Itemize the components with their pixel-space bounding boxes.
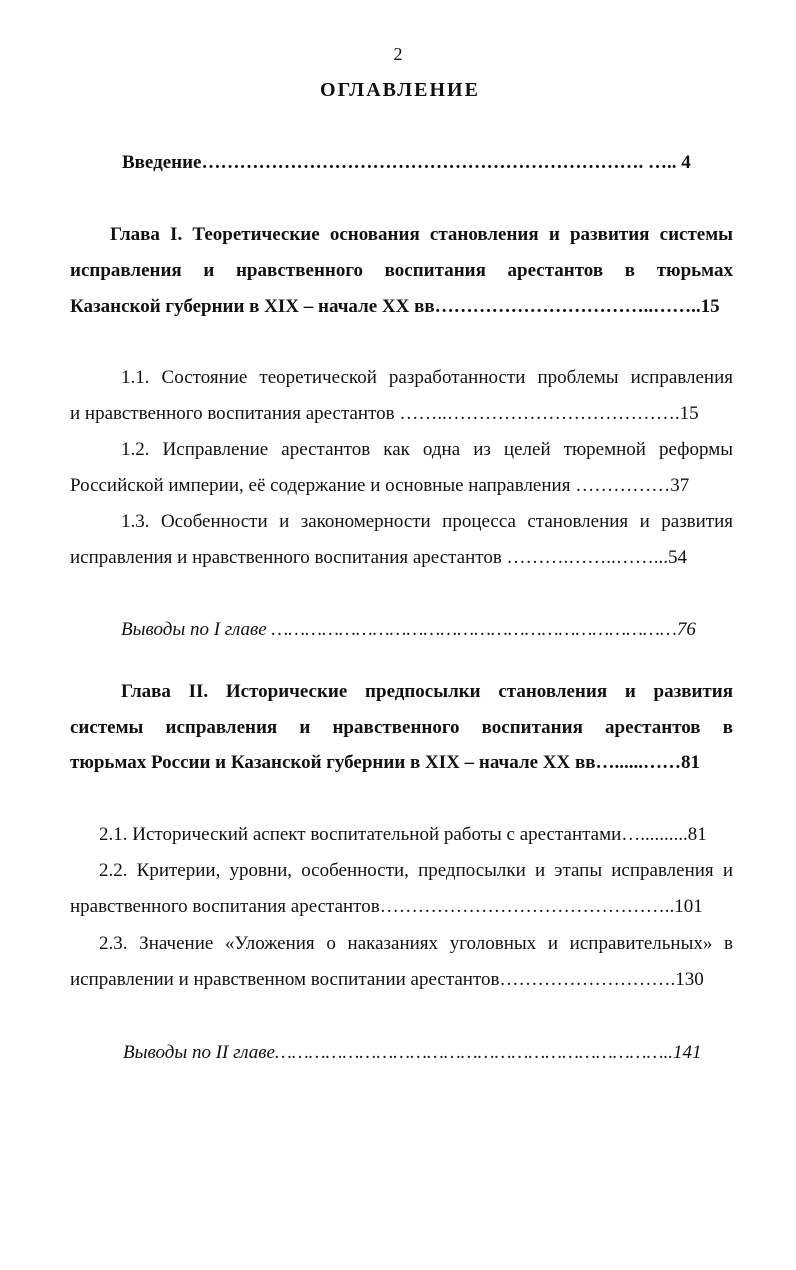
toc-chapter-2-line-2: системы исправления и нравственного воспитания арестантов в bbox=[70, 717, 733, 738]
toc-section-1-2-line-2: Российской империи, её содержание и основные направления ……………37 bbox=[70, 475, 690, 496]
toc-chapter-1-line-2: исправления и нравственного воспитания арестантов в тюрьмах bbox=[70, 260, 733, 281]
toc-section-1-3-line-1: 1.3. Особенности и закономерности процесса становления и развития bbox=[121, 511, 733, 532]
toc-section-2-1-line-1: 2.1. Исторический аспект воспитательной работы с арестантами…..........81 bbox=[99, 824, 707, 845]
toc-section-1-1-line-2: и нравственного воспитания арестантов ……..……………………………….15 bbox=[70, 403, 699, 424]
toc-section-2-3-line-2: исправлении и нравственном воспитании арестантов……………………….130 bbox=[70, 969, 704, 990]
toc-chapter-1-line-3: Казанской губернии в XIX – начале XX вв……………………………..……..15 bbox=[70, 296, 720, 317]
toc-section-2-3-line-1: 2.3. Значение «Уложения о наказаниях уголовных и исправительных» в bbox=[99, 933, 733, 954]
toc-chapter-1-line-1: Глава I. Теоретические основания становления и развития системы bbox=[110, 224, 733, 245]
toc-section-1-1-line-1: 1.1. Состояние теоретической разработанности проблемы исправления bbox=[121, 367, 733, 388]
toc-conclusions-chapter-1: Выводы по I главе ………………………………………………………………76 bbox=[121, 619, 696, 640]
toc-conclusions-chapter-2: Выводы по II главе……………………………………………………………..141 bbox=[123, 1042, 702, 1063]
toc-section-1-3-line-2: исправления и нравственного воспитания арестантов ……….……..……...54 bbox=[70, 547, 688, 568]
toc-section-2-2-line-2: нравственного воспитания арестантов………………………………………..101 bbox=[70, 896, 703, 917]
toc-chapter-2-line-1: Глава II. Исторические предпосылки становления и развития bbox=[121, 681, 733, 702]
toc-section-2-2-line-1: 2.2. Критерии, уровни, особенности, предпосылки и этапы исправления и bbox=[99, 860, 733, 881]
toc-entry-introduction: Введение……………………………………………………………. ….. 4 bbox=[122, 152, 691, 173]
page-title: ОГЛАВЛЕНИЕ bbox=[320, 79, 480, 101]
page-number: 2 bbox=[393, 44, 403, 64]
toc-chapter-2-line-3: тюрьмах России и Казанской губернии в XIX – начале XX вв…......……81 bbox=[70, 752, 700, 773]
toc-section-1-2-line-1: 1.2. Исправление арестантов как одна из целей тюремной реформы bbox=[121, 439, 733, 460]
